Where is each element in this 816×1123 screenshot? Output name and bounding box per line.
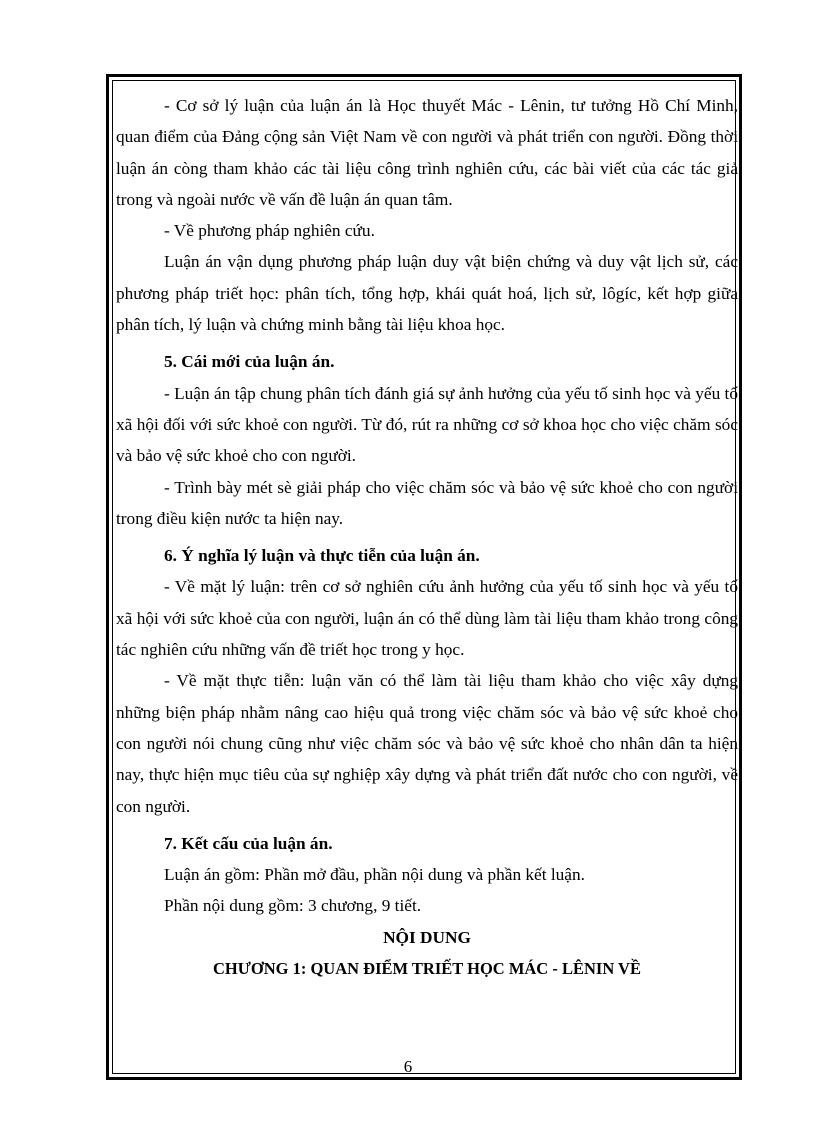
paragraph-theoretical-significance: - Về mặt lý luận: trên cơ sở nghiên cứu ảnh hưởng của yếu tố sinh học và yếu tố xã hội với sức khoẻ của con người, luận án có thể dùng làm tài liệu tham khảo trong công tác nghiên cứu những vấn đề triết học trong y học. <box>116 577 738 660</box>
paragraph-research-method: Luận án vận dụng phương pháp luận duy vật biện chứng và duy vật lịch sử, các phương pháp triết học: phân tích, tổng hợp, khái quát hoá, lịch sử, lôgíc, kết hợp giữa phân tích, lý luận và chứng minh bằng tài liệu khoa học. <box>116 252 738 335</box>
page-number: 6 <box>403 1057 413 1076</box>
chapter-title: CHƯƠNG 1: QUAN ĐIỂM TRIẾT HỌC MÁC - LÊNIN VỀ <box>213 959 641 979</box>
section-title: NỘI DUNG <box>383 927 471 947</box>
paragraph-theoretical-basis: - Cơ sở lý luận của luận án là Học thuyết Mác - Lênin, tư tưởng Hồ Chí Minh, quan điểm của Đảng cộng sản Việt Nam về con người và phát triển con người. Đồng thời luận án còng tham khảo các tài liệu công trình nghiên cứu, các bài viết của các tác giả trong và ngoài nước về vấn đề luận án quan tâm. <box>116 96 738 209</box>
paragraph-content-parts: Phần nội dung gồm: 3 chương, 9 tiết. <box>164 896 422 916</box>
paragraph-practical-significance: - Về mặt thực tiễn: luận văn có thể làm tài liệu tham khảo cho việc xây dựng những biện pháp nhằm nâng cao hiệu quả trong việc chăm sóc và bảo vệ sức khoẻ cho con người nói chung cũng như việc chăm sóc và bảo vệ sức khoẻ cho nhân dân ta hiện nay, thực hiện mục tiêu của sự nghiệp xây dựng và phát triển đất nước cho con người, về con người. <box>116 671 738 816</box>
heading-section-6: 6. Ý nghĩa lý luận và thực tiễn của luận án. <box>164 546 480 566</box>
paragraph-structure: Luận án gồm: Phần mở đầu, phần nội dung và phần kết luận. <box>164 865 585 885</box>
paragraph-research-method-heading: - Về phương pháp nghiên cứu. <box>164 221 375 241</box>
paragraph-new-contribution-1: - Luận án tập chung phân tích đánh giá sự ảnh hưởng của yếu tố sinh học và yếu tố xã hội đối với sức khoẻ con người. Từ đó, rút ra những cơ sở khoa học cho việc chăm sóc và bảo vệ sức khoẻ cho con người. <box>116 383 738 466</box>
paragraph-new-contribution-2: - Trình bày mét sè giải pháp cho việc chăm sóc và bảo vệ sức khoẻ cho con người trong điều kiện nước ta hiện nay. <box>116 477 738 528</box>
heading-section-7: 7. Kết cấu của luận án. <box>164 833 333 853</box>
document-body <box>116 90 738 984</box>
heading-section-5: 5. Cái mới của luận án. <box>164 352 335 372</box>
